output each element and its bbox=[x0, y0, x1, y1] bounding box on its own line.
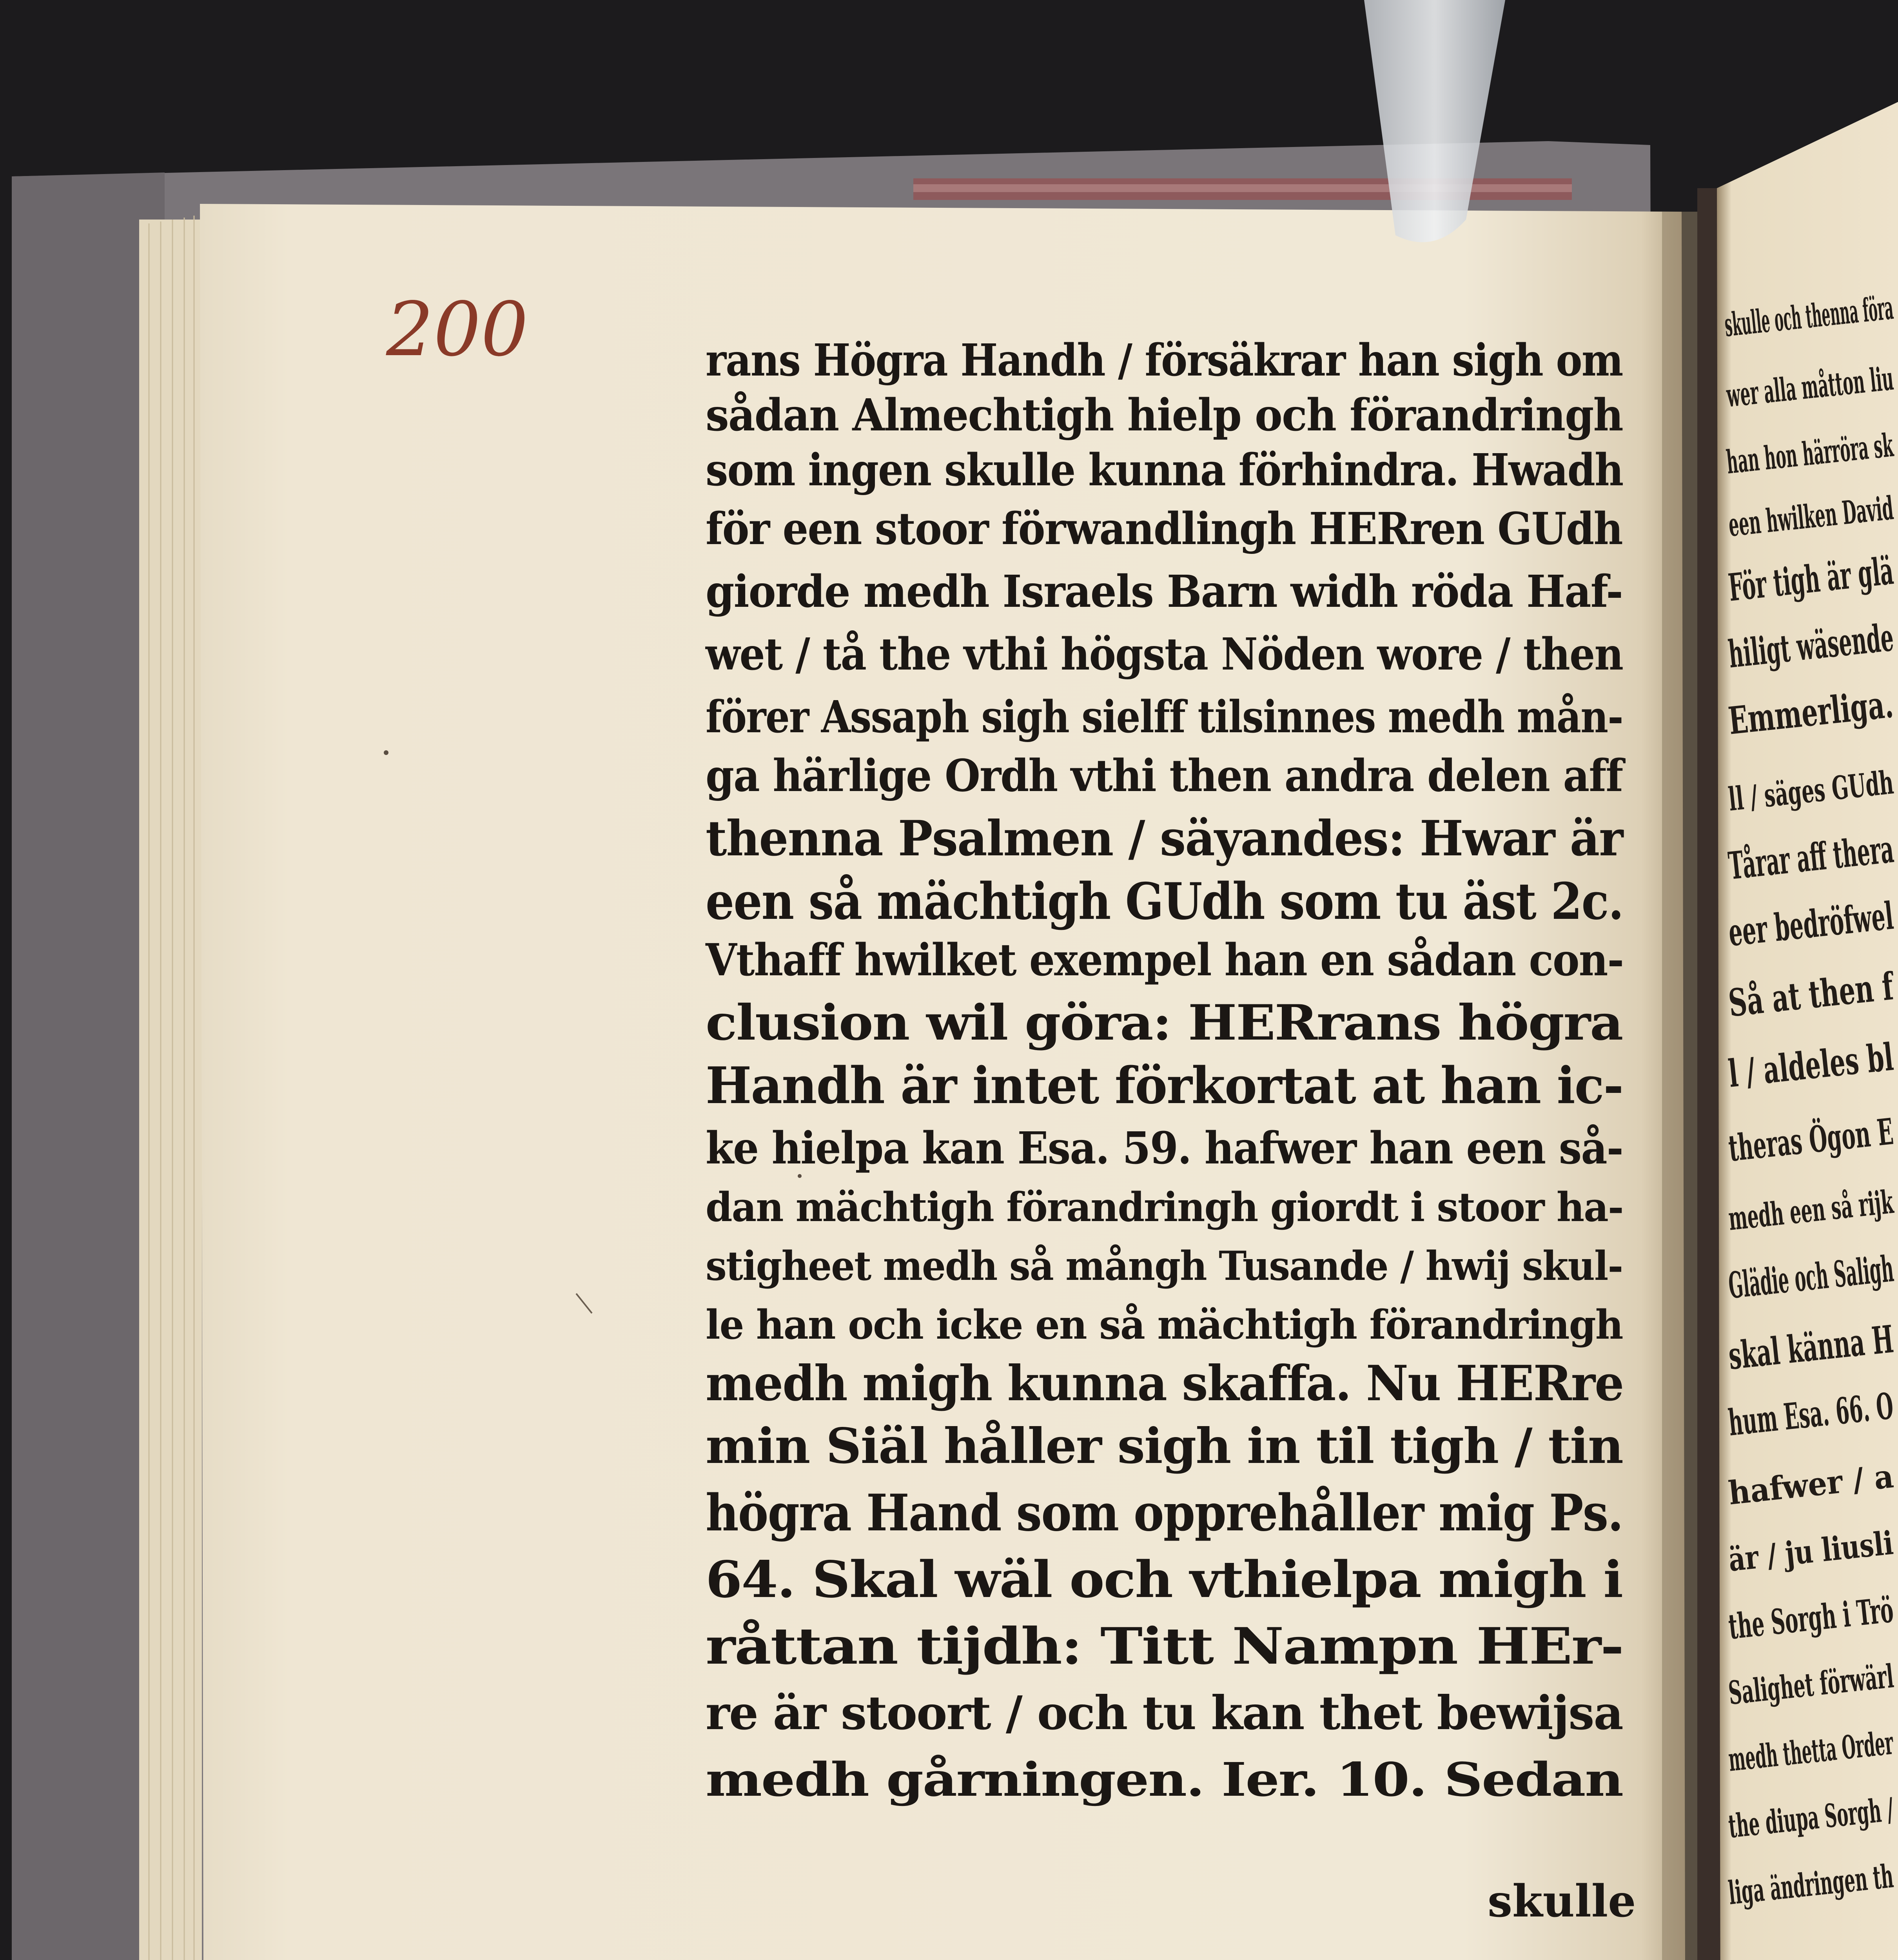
facing-line: hiligt wäsende bbox=[1726, 615, 1896, 677]
facing-line: een hwilken David bbox=[1726, 489, 1895, 544]
text-line: ga härlige Ordh vthi then andra delen aff bbox=[706, 750, 1623, 802]
text-line: Handh är intet förkortat at han ic- bbox=[706, 1056, 1623, 1115]
text-line: min Siäl håller sigh in til tigh / tin bbox=[706, 1418, 1623, 1475]
text-line: thenna Psalmen / säyandes: Hwar är bbox=[706, 810, 1623, 867]
text-line: medh gårningen. Ier. 10. Sedan bbox=[706, 1752, 1623, 1807]
facing-line: wer alla måtton liu bbox=[1724, 359, 1895, 415]
facing-line: skal känna H bbox=[1726, 1317, 1896, 1378]
paper-spot bbox=[384, 750, 388, 755]
facing-line: För tigh är glä bbox=[1726, 548, 1896, 610]
facing-line: hafwer / a bbox=[1726, 1457, 1896, 1512]
facing-line: Glädie och Saligh bbox=[1726, 1247, 1896, 1307]
facing-line: theras Ögon E bbox=[1726, 1110, 1896, 1170]
marbled-edge-top-pattern bbox=[913, 184, 1572, 192]
text-line: Vthaff hwilket exempel han en sådan con- bbox=[706, 935, 1624, 986]
facing-line: Så at then f bbox=[1726, 964, 1896, 1025]
text-line: wet / tå the vthi högsta Nöden wore / then bbox=[706, 629, 1623, 680]
text-line: förer Assaph sigh sielff tilsinnes medh mån- bbox=[706, 691, 1623, 743]
facing-line: hum Esa. 66. O bbox=[1726, 1385, 1896, 1444]
facing-line: eer bedröfwel bbox=[1726, 893, 1896, 955]
text-line: giorde medh Israels Barn widh röda Haf- bbox=[706, 566, 1622, 617]
facing-line: är / ju liusli bbox=[1726, 1524, 1895, 1579]
facing-line: han hon härröra sk bbox=[1724, 426, 1895, 481]
page-number: 200 bbox=[386, 286, 528, 373]
text-line: medh migh kunna skaffa. Nu HERre bbox=[706, 1355, 1624, 1412]
text-line: le han och icke en så mächtigh förandringh bbox=[706, 1301, 1623, 1348]
facing-line: l / aldeles bl bbox=[1726, 1034, 1896, 1096]
facing-line: Emmerliga. bbox=[1726, 682, 1896, 743]
facing-line: the Sorgh i Trö bbox=[1726, 1589, 1896, 1647]
text-line: clusion wil göra: HERrans högra bbox=[706, 995, 1623, 1051]
text-line: 64. Skal wäl och vthielpa migh i bbox=[706, 1550, 1623, 1609]
text-line: sådan Almechtigh hielp och förandringh bbox=[706, 390, 1623, 441]
facing-line: liga ändringen th bbox=[1726, 1857, 1895, 1912]
facing-line: ll / säges GUdh bbox=[1726, 764, 1896, 818]
text-line: högra Hand som opprehåller mig Ps. bbox=[706, 1484, 1623, 1543]
text-line: för een stoor förwandlingh HERren GUdh bbox=[706, 503, 1622, 555]
facing-line: Salighet förwärl bbox=[1726, 1657, 1896, 1712]
text-line: dan mächtigh förandringh giordt i stoor ha- bbox=[706, 1184, 1623, 1231]
text-line: ke hielpa kan Esa. 59. hafwer han een så- bbox=[706, 1123, 1623, 1174]
text-line: stigheet medh så mångh Tusande / hwij skul- bbox=[706, 1243, 1623, 1290]
text-line: råttan tijdh: Titt Nampn HEr- bbox=[706, 1617, 1623, 1676]
text-line: een så mächtigh GUdh som tu äst 2c. bbox=[706, 872, 1623, 931]
facing-line: the diupa Sorgh / bbox=[1726, 1791, 1895, 1846]
text-line: re är stoort / och tu kan thet bewijsa bbox=[706, 1686, 1623, 1740]
facing-line: Tårar aff thera bbox=[1726, 827, 1896, 888]
text-line: rans Högra Handh / försäkrar han sigh om bbox=[706, 335, 1623, 386]
facing-line: skulle och thenna föra bbox=[1722, 289, 1895, 344]
facing-line: medh een så rijk bbox=[1726, 1183, 1895, 1238]
catchword: skulle bbox=[1488, 1876, 1636, 1927]
facing-line: medh thetta Order bbox=[1726, 1724, 1895, 1779]
text-line: som ingen skulle kunna förhindra. Hwadh bbox=[706, 445, 1623, 496]
